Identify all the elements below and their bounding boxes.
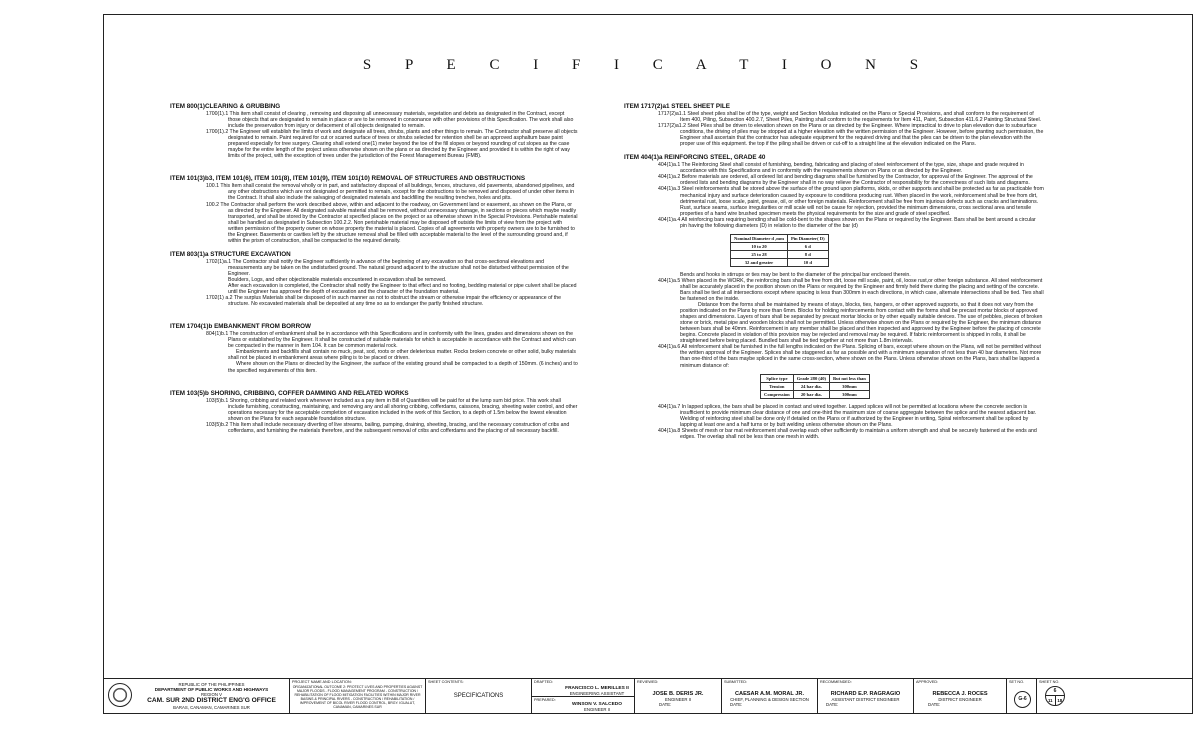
table-cell: 300mm: [830, 382, 870, 390]
approved-label: APPROVED:: [916, 680, 939, 684]
right-column: [624, 103, 1044, 440]
table-row: [761, 390, 870, 398]
recommended-name: RICHARD E.P. RAGRAGIO: [830, 691, 901, 697]
paragraph: 404(1)a.3 Steel reinforcements shall be stored above the surface of the ground upon platforms, skids, or other supports and shall be protected as far as practicable from mechanical injury and surface deterioration caused by exposure to conditions producing rust. When placed in the work, reinforcement shall be free from dirt, detrimental rust, loose scale, paint, grease, oil, or other foreign materials. Reinforcement shall be free from injurious defects such as cracks and laminations. Rust, surface seams, surface irregularities or mill scale will not be cause for rejection, provided the minimum dimensions, cross sectional area and tensile properties of a hand wire brushed specimen meets the physical requirements for the size and grade of steel specified.: [658, 186, 1044, 217]
agency-block: [104, 679, 290, 713]
approved-by: [916, 692, 1004, 707]
paragraph: Distance from the forms shall be maintained by means of stays, blocks, ties, hangers, or other approved supports, so that it does not vary from the position indicated on the Plans by more than 6mm. Blocks for holding reinforcements from contact with the forms shall be precast mortar blocks of approved shapes and dimensions. Layers of bars shall be separated by precast mortar blocks or by other equally suitable devices. The use of pebbles, pieces of broken stone or brick, metal pipe and wooden blocks shall not be permitted. Unless otherwise shown on the Plans or required by the Engineer, the minimum distance between bars shall be 40mm. Reinforcement in any member shall be placed and then inspected and approved by the Engineer before the placing of concrete begins. Concrete placed in violation of this provision may be rejected and removal may be required. If fabric reinforcement is shipped in rolls, it shall be straightened before being placed. Bundled bars shall be tied together at not more than 1.8m intervals.: [680, 302, 1043, 345]
agency-name: [136, 682, 287, 710]
section-heading: ITEM 803(1)a STRUCTURE EXCAVATION: [170, 250, 291, 258]
recommended-block: [818, 679, 914, 713]
table-header: Nominal Diameter d ,mm: [731, 234, 788, 242]
recommended-label: RECOMMENDED:: [820, 680, 852, 684]
sheet-index: 11: [1046, 696, 1056, 705]
section-heading: ITEM 1717(2)a1 STEEL SHEET PILE: [624, 103, 730, 110]
paragraph: Embankments and backfills shall contain no muck, peat, sod, roots or other deleterious matter. Rocks broken concrete or other solid, bulky materials shall not be placed in embankment areas where piling is to be placed or driven.: [228, 349, 576, 362]
date-label: DATE:: [659, 702, 672, 707]
project-name: ORGANIZATIONAL OUTCOME 2: PROTECT LIVES AND PROPERTIES AGAINST MAJOR FLOODS - FLOOD MANAGEMENT PROGRAM - CONSTRUCTION / REHABILITATION OF FLOOD MITIGATION FACILITIES WITHIN MAJOR RIVER BASINS & PRINCIPAL RIVERS - CONSTRUCTION / REHABILITATION / IMPROVEMENT OF BICOL RIVER FLOOD CONTROL, BRGY. IGUALUT, CANAMAN, CAMARINES SUR: [292, 685, 423, 710]
project-block: [290, 679, 426, 713]
sheet-number-label: SHEET NO.: [1039, 680, 1060, 684]
paragraph: 1702(1)a.1 The Contractor shall notify the Engineer sufficiently in advance of the beginning of any excavation so that cross-sectional elevations and measurements any be taken on the undisturbed ground. The natural ground adjacent to the structure shall not be disturbed without permission of the Engineer.: [206, 258, 569, 277]
reviewed-name: JOSE B. DERIS JR.: [652, 691, 704, 697]
sheet-contents-block: [426, 679, 532, 713]
drafted-label: DRAFTED:: [534, 680, 553, 684]
set-number: G-6: [1014, 691, 1031, 708]
section-heading: ITEM 800(1)CLEARING & GRUBBING: [170, 103, 281, 110]
paragraph: 404(1)a.2 Before materials are ordered, all ordered list and bending diagrams shall be furnished by the Contractor, for approval of the Engineer. The approval of the ordered lists and bending diagrams by the Engineer shall in no way relieve the Contractor of responsibility for the correctness of such lists and diagrams.: [658, 174, 1033, 187]
table-cell: 20 bar dia.: [793, 390, 829, 398]
paragraph: 1717(2)a1.2 Steel Piles shall be driven to elevation shown on the Plans or as directed by the Engineer. Where impractical to drive to plan elevation due to subsurface conditions, the driving of piles may be stopped at a higher elevation with the written permission of the Engineer. However, before granting such permission, the Engineer shall ascertain that the contractor has adequate equipment for the required driving and that the piles can be driven to the plan elevation with the proper use of this equipment. the top if the piling shall be driven or cut-off to a straight line at the elevation indicated on the Plans.: [658, 123, 1044, 148]
paragraph: 404(1)a.7 In lapped splices, the bars shall be placed in contact and wired together. Lapped splices will not be permitted at locations where the concrete section is insufficient to provide minimum clear distance of one and one-third the maximum size of coarse aggregate between the splice and the nearest adjacent bar. Welding of reinforcing steel shall be done only if detailed on the Plans or if authorized by the Engineer in writing, Spiral reinforcement shall be spliced by lapping at least one and a half turns or by butt welding unless otherwise shown on the Plans.: [658, 403, 1037, 428]
paragraph: Boulders, Logs, and other objectionable materials encountered in excavation shall be removed.: [228, 276, 447, 283]
agency-line: REPUBLIC OF THE PHILIPPINES: [178, 682, 245, 687]
date-label: DATE:: [730, 702, 743, 707]
prepared-name: WINSON V. SALCEDO: [572, 702, 622, 707]
paragraph: 404(1)a.1 The Reinforcing Steel shall consist of furnishing, bending, fabricating and placing of steel reinforcement of the type, size, shape and grade required in accordance with this Specifications and in conformity with the requirements shown on Plans or as directed by the Engineer.: [658, 162, 1024, 175]
table-cell: 8 d: [787, 250, 828, 258]
reviewed-by: [637, 692, 719, 707]
prepared-by: [562, 702, 632, 712]
sheet-number-circle: [1045, 686, 1065, 706]
table-cell: 6 d: [787, 242, 828, 250]
sheet-number-block: [1037, 679, 1192, 713]
paragraph: 404(1)a.4 All reinforcing bars requiring bending shall be cold-bent to the shapes shown on the Plans or required by the Engineer. Bars shall be bent around a circular pin having the following diameters (D) in relation to the diameter of the bar (d): [658, 216, 1036, 229]
paragraph: After each excavation is completed, the Contractor shall notify the Engineer to that effect and no footing, bedding material or pipe culvert shall be placed until the Engineer has approved the depth of excavation and the character of the foundation material.: [228, 283, 577, 296]
drafted-by: [562, 686, 632, 696]
section-heading: ITEM 404(1)a REINFORCING STEEL, GRADE 40: [624, 154, 766, 162]
paragraph: 404(1)a.8 Sheets of mesh or bar mat reinforcement shall overlap each other sufficiently to maintain a uniform strength and shall be securely fastened at the ends and edges. The overlap shall not be less than one mesh in width.: [658, 427, 1037, 440]
paragraph: 1700(1).1 This item shall consist of clearing , removing and disposing all unnecessary materials, vegetation and debris as designated in the Contract, except those objects that are designated to remain in place or are to be removed in consonance with other provisions of this Specification. The work shall also include the preservation from injury or defacement of all objects designated to remain.: [206, 111, 574, 130]
contents-label: SHEET CONTENTS:: [428, 680, 464, 684]
paragraph: Where shown on the Plans or directed by the Engineer, the surface of the existing ground shall be compacted to a depth of 150mm. (6 inches) and to the specified requirements of this item.: [228, 361, 578, 374]
table-cell: Tension: [761, 382, 794, 390]
table-cell: 10 d: [787, 258, 828, 266]
table-cell: 10 to 20: [731, 242, 788, 250]
title-block: [104, 678, 1192, 713]
approved-name: REBECCA J. ROCES: [932, 691, 988, 697]
agency-line: REGION V: [200, 692, 222, 697]
recommended-title: ASSISTANT DISTRICT ENGINEER: [831, 697, 900, 702]
project-label: PROJECT NAME AND LOCATION:: [292, 680, 352, 684]
recommended-by: [820, 692, 911, 707]
pin-diameter-table: [730, 234, 829, 267]
table-cell: 300mm: [830, 390, 870, 398]
paragraph: 1702(1) a.2 The surplus Materials shall be disposed of in such manner as not to obstruct the stream or otherwise impair the efficiency or appearance of the structure. No excavated materials shall be deposited at any time so as to endanger the partly finished structure.: [206, 295, 562, 308]
table-row: [731, 242, 829, 250]
table-row: [761, 382, 870, 390]
paragraph: 103(5)b.2 This Item shall include necessary diverting of live streams, bailing, pumping, draining, sheeting, bracing, and the necessary construction of cribs and cofferdams, and furnishing the materials therefore, and the subsequent removal of cribs and cofferdams and the placing of all necessary backfill.: [206, 421, 570, 434]
sheet-number: 6: [1046, 687, 1064, 696]
submitted-name: CAESAR A.M. MORAL JR.: [735, 691, 804, 697]
approved-block: [914, 679, 1007, 713]
table-header: Pin Diameter( D): [787, 234, 828, 242]
table-row: [731, 258, 829, 266]
dpwh-seal-icon: [108, 683, 132, 707]
set-number-label: SET NO.: [1009, 680, 1025, 684]
office-name: CAM. SUR 2ND DISTRICT ENG'G OFFICE: [147, 697, 276, 704]
reviewed-label: REVIEWED:: [637, 680, 659, 684]
drafted-title: ENGINEERING ASSISTANT: [569, 691, 625, 696]
submitted-by: [724, 692, 815, 707]
submitted-title: CHIEF, PLANNING & DESIGN SECTION: [730, 697, 809, 702]
date-label: DATE:: [826, 702, 839, 707]
submitted-block: [722, 679, 818, 713]
paragraph: 404(1)a.6 All reinforcement shall be furnished in the full lengths indicated on the Plans. Splicing of bars, except where shown on the Plans, will not be permitted without the written approval of the Engineer. Splices shall be staggered as far as possible and with a minimum separation of not less than 40 bar diameters. Not more than one-third of the bars maybe spliced in the same cross-section, where shown on the Plans. Unless otherwise shown on the Plans, bars shall be lapped a minimum distance of:: [658, 344, 1042, 369]
prepared-title: ENGINEER II: [583, 707, 611, 712]
left-column: [170, 103, 578, 434]
date-label: DATE:: [928, 702, 941, 707]
paragraph: 100.2 The Contractor shall perform the work described above, within and adjacent to the roadway, on Government land or easement, as shown on the Plans, or as directed by the Engineer. All designated salvable material shall be removed, without unnecessary damage, in sections or pieces which maybe readily transported, and shall be stored by the Contractor at specified places on the project or as otherwise shown in the Special Provisions. Perishable material shall be handled as designated in Subsection 100.2.2. Non perishable material may be disposed off outside the limits of view from the project with written permission of the property owner on whose property the material is placed. Copies of all agreements with property owners are to be furnished to the Engineer. Basements or cavities left by the structure removal shall be filled with acceptable material to the level of the surrounding ground and, if within the prism of construction, shall be compacted to the required density.: [206, 201, 578, 244]
table-row: [731, 250, 829, 258]
prepared-label: PREPARED:: [534, 698, 556, 702]
agency-line: DEPARTMENT OF PUBLIC WORKS AND HIGHWAYS: [154, 687, 269, 692]
table-cell: 24 bar dia.: [793, 382, 829, 390]
paragraph: 100.1 This Item shall consist the removal wholly or in part, and satisfactory disposal of all buildings, fences, structures, old pavements, abandoned pipelines, and any other obstructions which are not designated or permitted to remain, except for the obstructions to be removed and disposed of under other items in the Contract. It shall also include the salvaging of designated materials and backfilling the resulting trenches, holes and pits.: [206, 183, 575, 202]
paragraph: 404(1)a.5 When placed in the WORK, the reinforcing bars shall be free from dirt, loose mill scale, paint, oil, loose rust,or other foreign substance. All steel reinforcement shall be accurately placed in the position shown on the Plans or required by the Engineer and firmly held there during the placing and setting of the concrete. Bars shall be tied at all intersections except where spacing is less than 300mm in each directions, in which case, alternate intersections shall be tied. Ties shall be fastened on the inside.: [658, 277, 1044, 302]
table-cell: 32 and greater: [731, 258, 788, 266]
table-cell: 25 to 28: [731, 250, 788, 258]
paragraph: 804(1)b.1 The construction of embankment shall be in accordance with this Specifications and in conformity with the lines, grades and dimensions shown on the Plans or established by the Engineer. It shall be constructed of suitable materials for which is acceptable in accordance with the Contract and which can be compacted in the manner in Item 104. It can be common material rock.: [206, 331, 576, 350]
drawing-sheet: [103, 14, 1193, 714]
reviewed-block: [635, 679, 722, 713]
office-address: BARAS, CANAMAN, CAMARINES SUR: [173, 705, 250, 710]
submitted-label: SUBMITTED:: [724, 680, 747, 684]
page-title: S P E C I F I C A T I O N S: [362, 57, 934, 73]
paragraph: 1717(2)a1.1 Steel sheet piles shall be of the type, weight and Section Modulus indicated on the Plans or Special Provisions, and shall conform to the requirement of Item 400, Piling, Subsection 400.2.7, Sheet Piles, Painting shall conform to the requirements for Item 411, Paint, Subsection 411.6.2 Painting Structural Steel.: [658, 111, 1042, 124]
paragraph: 1700(1).2 The Engineer will establish the limits of work and designate all trees, shrubs, plants and other things to remain. The Contractor shall preserve all objects designated to remain. Paint required for cut or scarred surface of trees or shrubs selected for retention shell be an approved asphaltum base paint prepared especially for tree surgery. Clearing shall extend one(1) meter beyond the toe of the fill slopes or beyond rounding of cut slopes as the case maybe for the entire length of the project unless otherwise shown on the plans or as directed by the Engineer and provided it is within the right of way limits of the project, with the exception of trees under the jurisdiction of the Forest Management Bureau (FMB).: [206, 129, 578, 160]
set-number-block: [1007, 679, 1037, 713]
drafted-prepared-block: [532, 679, 635, 713]
sheet-total: 18: [1057, 698, 1063, 703]
reviewed-title: ENGINEER II: [664, 697, 692, 702]
table-cell: Compression: [761, 390, 794, 398]
splice-table: [760, 374, 870, 399]
section-heading: ITEM 1704(1)b EMBANKMENT FROM BORROW: [170, 323, 311, 331]
sheet-contents: SPECIFICATIONS: [453, 693, 504, 699]
section-heading: ITEM 101(3)b3, ITEM 101(6), ITEM 101(8), ITEM 101(9), ITEM 101(10) REMOVAL OF STRUCTURES AND OBSTRUCTIONS: [170, 175, 526, 183]
drafted-name: FRANCISCO L. MERILLES II: [565, 686, 629, 691]
table-header: Grade 280 (40): [793, 374, 829, 382]
table-header: But not less than: [830, 374, 870, 382]
paragraph: 103(5)b.1 Shoring, cribbing and related work whenever included as a pay item in Bill of Quantities will be paid for at the lump sum bid price. This work shall include furnishing, constructing, maintaining, and removing any and all shoring cribbing, cofferdams, caissons, bracing, sheeting water control, and other operations necessary for the acceptable completion of excavation included in the work of this Section, to a depth of 1.5m below the lowest elevation shown on the Plans for each separable foundation structure.: [206, 397, 578, 422]
paragraph: Bends and hooks in stirrups or ties may be bent to the diameter of the principal bar enclosed therein.: [680, 271, 911, 278]
section-heading: ITEM 103(5)b SHORING, CRIBBING, COFFER DAMMING AND RELATED WORKS: [170, 389, 409, 397]
table-header: Splice type: [761, 374, 794, 382]
approved-title: DISTRICT ENGINEER: [938, 697, 982, 702]
